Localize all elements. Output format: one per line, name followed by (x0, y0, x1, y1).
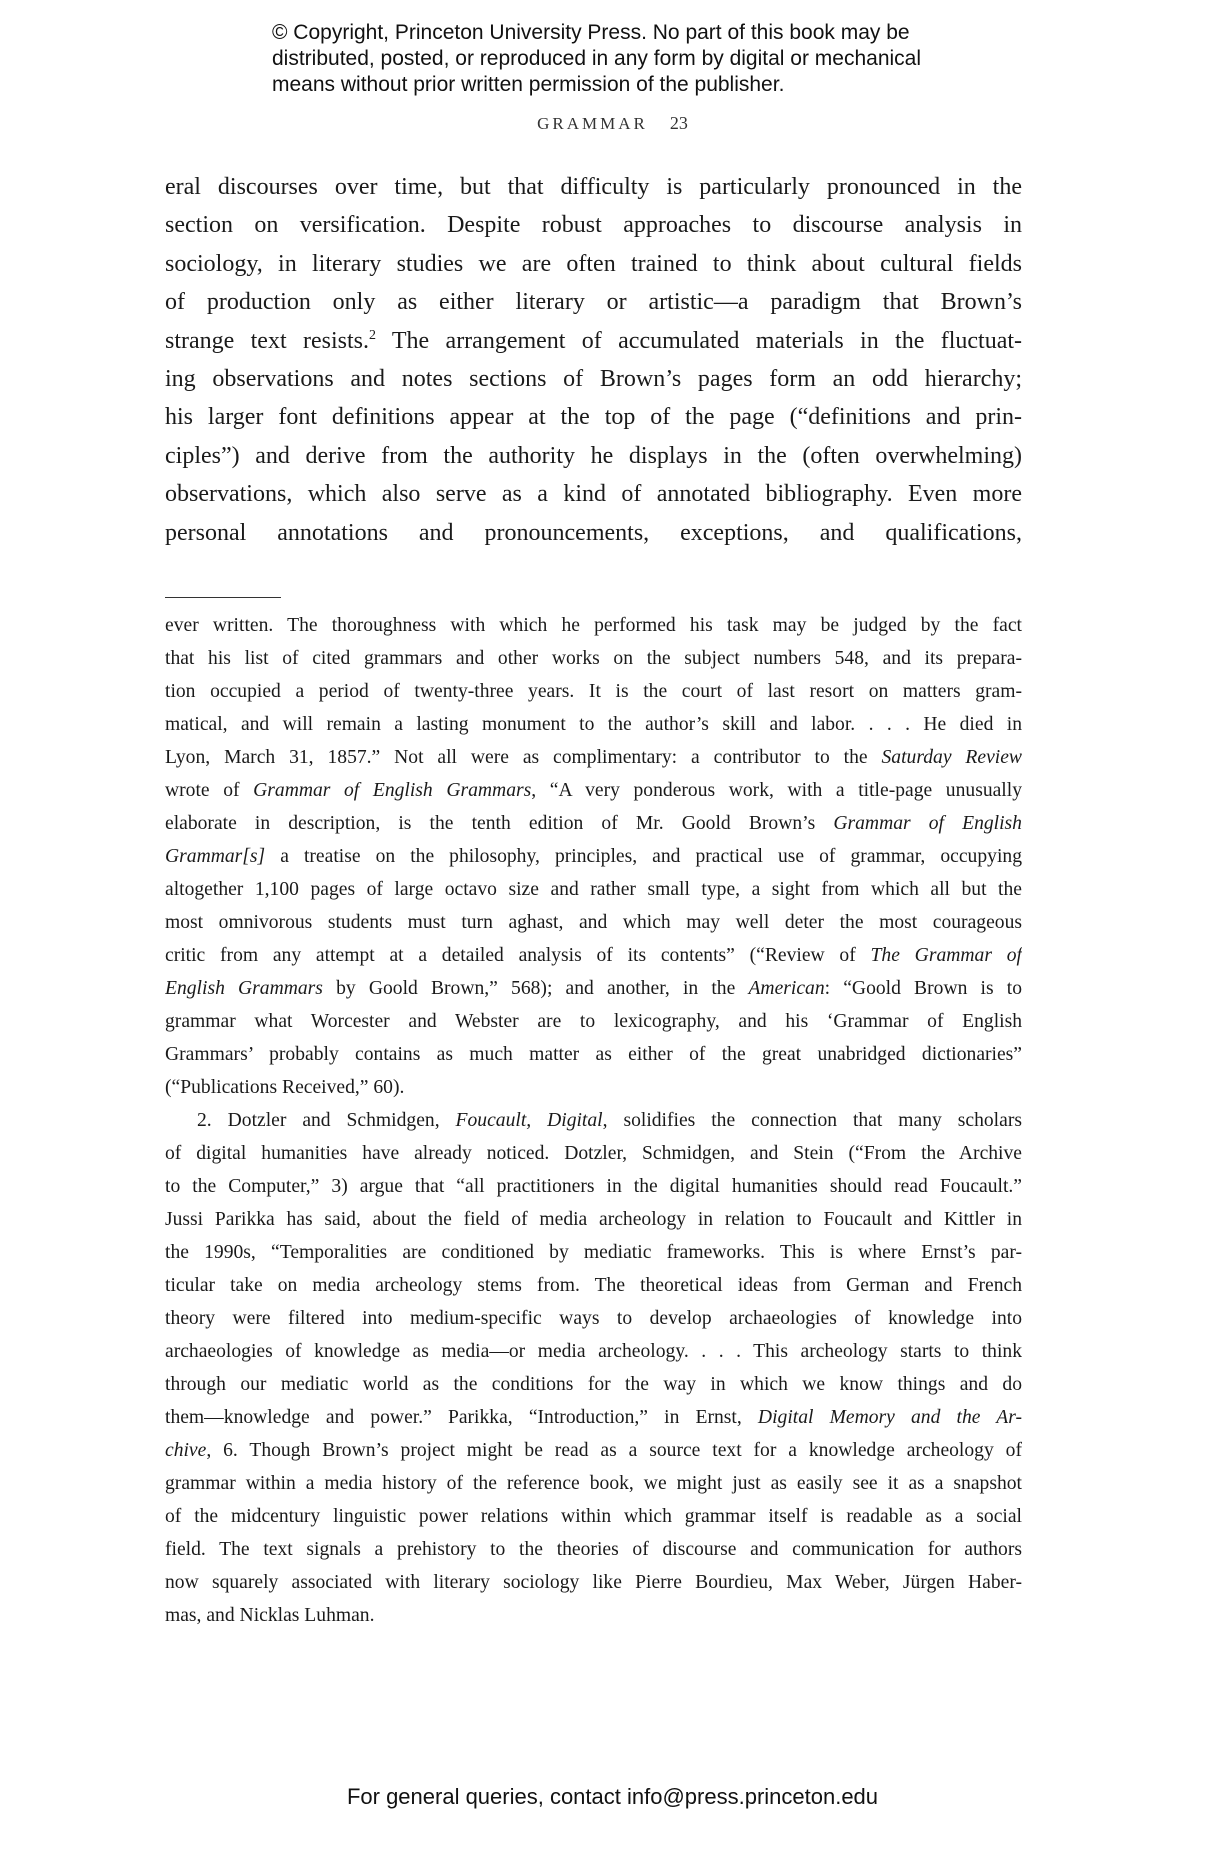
footnote-line (165, 1170, 1022, 1203)
text-run: mas, and Nicklas Luhman. (165, 1605, 375, 1626)
text-line (165, 437, 1022, 475)
footnote-line (165, 939, 1022, 972)
text-run: Lyon, March 31, 1857.” Not all were as complimentary: a contributor to the (165, 747, 882, 768)
text-run: personal annotations and pronouncements, exceptions, and qualifications, (165, 519, 1022, 546)
text-line (165, 475, 1022, 513)
footnotes (165, 609, 1022, 1632)
copyright-line: distributed, posted, or reproduced in any form by digital or mechanical (272, 47, 922, 70)
text-line (165, 206, 1022, 244)
text-run: through our mediatic world as the conditions for the way in which we know things and do (165, 1374, 1022, 1395)
copyright-line: means without prior written permission of the publisher. (272, 73, 785, 96)
text-run: most omnivorous students must turn aghast, and which may well deter the most courageous (165, 912, 1022, 933)
text-run: elaborate in description, is the tenth edition of Mr. Goold Brown’s (165, 813, 834, 834)
footnote-line (165, 708, 1022, 741)
chapter-title: GRAMMAR (537, 114, 648, 133)
text-run: Grammars’ probably contains as much matter as either of the great unabridged dictionaries” (165, 1044, 1022, 1065)
text-run: altogether 1,100 pages of large octavo size and rather small type, a sight from which all but the (165, 879, 1022, 900)
text-run: wrote of (165, 780, 254, 801)
footnote-line (165, 1368, 1022, 1401)
footnote-reference: 2 (368, 327, 376, 343)
text-run: the 1990s, “Temporalities are conditioned by mediatic frameworks. This is where Ernst’s par- (165, 1242, 1022, 1263)
text-line (165, 322, 1022, 360)
text-run: : “Goold Brown is to (824, 978, 1022, 999)
text-run: now squarely associated with literary sociology like Pierre Bourdieu, Max Weber, Jürgen Haber- (165, 1572, 1022, 1593)
copyright-notice (272, 20, 921, 98)
text-run: ciples”) and derive from the authority he displays in the (often overwhelming) (165, 442, 1022, 469)
text-run: ever written. The thoroughness with which he performed his task may be judged by the fact (165, 615, 1022, 636)
footnote-line (165, 1500, 1022, 1533)
footnote-line (165, 774, 1022, 807)
footnote-line (165, 1533, 1022, 1566)
text-run: 2. Dotzler and Schmidgen, (197, 1110, 456, 1131)
text-run: critic from any attempt at a detailed analysis of its contents” (“Review of (165, 945, 871, 966)
text-run: by Goold Brown,” 568); and another, in the (322, 978, 749, 999)
italic-title: Grammar[s] (165, 846, 266, 867)
text-line (165, 360, 1022, 398)
page-number: 23 (669, 113, 688, 133)
footnote-line (165, 1335, 1022, 1368)
text-run: tion occupied a period of twenty-three years. It is the court of last resort on matters gram- (165, 681, 1022, 702)
italic-title: American (748, 978, 825, 999)
text-run: them—knowledge and power.” Parikka, “Introduction,” in Ernst, (165, 1407, 758, 1428)
footnote-line (165, 807, 1022, 840)
footnote-line (165, 972, 1022, 1005)
text-run: grammar what Worcester and Webster are to lexicography, and his ‘Grammar of English (165, 1011, 1022, 1032)
footnote-line (165, 906, 1022, 939)
text-run: to the Computer,” 3) argue that “all practitioners in the digital humanities should read Foucault.” (165, 1176, 1022, 1197)
footnote-line (165, 1005, 1022, 1038)
footnote-line (165, 1566, 1022, 1599)
text-run: eral discourses over time, but that difficulty is particularly pronounced in the (165, 174, 1022, 200)
text-run: of the midcentury linguistic power relations within which grammar itself is readable as a social (165, 1506, 1022, 1527)
text-run: , solidifies the connection that many scholars (602, 1110, 1022, 1131)
footnote-divider (165, 597, 281, 598)
text-run: a treatise on the philosophy, principles, and practical use of grammar, occupying (265, 846, 1022, 867)
footnote-line (165, 1401, 1022, 1434)
text-run: The arrangement of accumulated materials in the fluctuat- (375, 327, 1022, 354)
italic-title: Grammar of English (833, 813, 1022, 834)
text-run: grammar within a media history of the reference book, we might just as easily see it as a snapshot (165, 1473, 1022, 1494)
text-run: section on versification. Despite robust approaches to discourse analysis in (165, 212, 1022, 239)
text-line (165, 514, 1022, 552)
italic-title: The Grammar of (870, 945, 1022, 966)
footnote-line (165, 1434, 1022, 1467)
text-run: of production only as either literary or artistic—a paradigm that Brown’s (165, 289, 1022, 316)
copyright-line: © Copyright, Princeton University Press. No part of this book may be (272, 21, 910, 44)
footnote-line (165, 642, 1022, 675)
footnote-line (165, 675, 1022, 708)
text-line (165, 283, 1022, 321)
text-run: archaeologies of knowledge as media—or media archeology. . . . This archeology starts to think (165, 1341, 1022, 1362)
footnote-line (165, 1269, 1022, 1302)
running-head (0, 113, 1225, 134)
text-line (165, 398, 1022, 436)
footnote-line (165, 1104, 1022, 1137)
footnote-line (165, 1203, 1022, 1236)
text-run: , “A very ponderous work, with a title-page unusually (531, 780, 1022, 801)
footnote-line (165, 1071, 1022, 1104)
italic-title: English Grammars (165, 978, 323, 999)
italic-title: Grammar of English Grammars (253, 780, 532, 801)
footer-contact: For general queries, contact info@press.princeton.edu (346, 1784, 879, 1809)
text-run: his larger font definitions appear at the top of the page (“definitions and prin- (165, 404, 1022, 431)
text-run: theory were filtered into medium-specific ways to develop archaeologies of knowledge into (165, 1308, 1022, 1329)
text-run: sociology, in literary studies we are often trained to think about cultural fields (165, 250, 1022, 277)
italic-title: Saturday Review (881, 747, 1022, 768)
text-run: of digital humanities have already noticed. Dotzler, Schmidgen, and Stein (“From the Archive (165, 1143, 1022, 1164)
footnote-line (165, 609, 1022, 642)
text-run: (“Publications Received,” 60). (165, 1077, 405, 1098)
footnote-line (165, 873, 1022, 906)
footnote-line (165, 840, 1022, 873)
text-run: strange text resists. (165, 327, 369, 354)
text-line (165, 168, 1022, 206)
text-run: , 6. Though Brown’s project might be read as a source text for a knowledge archeology of (206, 1440, 1022, 1461)
italic-title: Digital Memory and the Ar- (757, 1407, 1022, 1428)
footnote-line (165, 1467, 1022, 1500)
text-run: field. The text signals a prehistory to the theories of discourse and communication for authors (165, 1539, 1022, 1560)
text-run: ing observations and notes sections of Brown’s pages form an odd hierarchy; (165, 365, 1022, 392)
footnote-line (165, 1236, 1022, 1269)
italic-title: Foucault, Digital (455, 1110, 603, 1131)
text-run: matical, and will remain a lasting monument to the author’s skill and labor. . . . He died in (165, 714, 1022, 735)
footnote-line (165, 1302, 1022, 1335)
body-text (165, 168, 1022, 552)
text-run: that his list of cited grammars and other works on the subject numbers 548, and its prepara- (165, 648, 1022, 669)
text-run: Jussi Parikka has said, about the field of media archeology in relation to Foucault and Kittler in (165, 1209, 1022, 1230)
text-run: observations, which also serve as a kind of annotated bibliography. Even more (165, 481, 1022, 508)
italic-title: chive (165, 1440, 207, 1461)
footnote-line (165, 1599, 1022, 1632)
footnote-line (165, 1137, 1022, 1170)
text-run: ticular take on media archeology stems from. The theoretical ideas from German and French (165, 1275, 1022, 1296)
footnote-line (165, 741, 1022, 774)
footnote-line (165, 1038, 1022, 1071)
text-line (165, 245, 1022, 283)
